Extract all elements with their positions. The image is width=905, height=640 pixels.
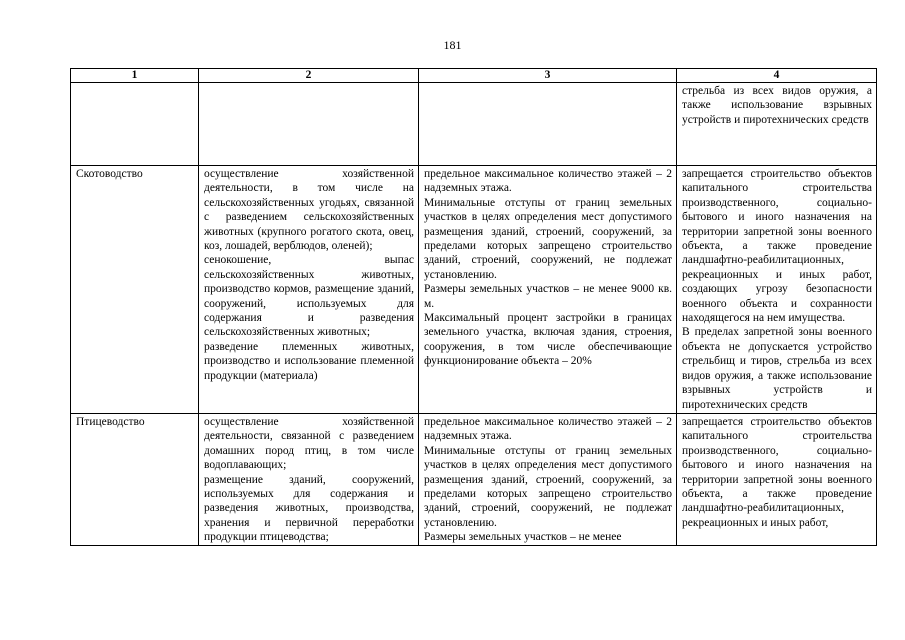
column-header-4: 4 (677, 69, 877, 83)
table-row-continuation (71, 83, 877, 166)
row1-description-para-2: сенокошение, выпас сельскохозяйственных животных, производство кормов, размещение зданий, сооружений, используемых для содержания и разведения сельскохозяйственных животных; (204, 254, 414, 339)
column-header-1: 1 (71, 69, 199, 83)
row1-description (199, 166, 419, 414)
page-number: 181 (443, 38, 462, 52)
row2-restrictions (677, 413, 877, 545)
row0-restrictions (677, 83, 877, 166)
column-header-3: 3 (419, 69, 677, 83)
row2-use-type: Птицеводство (71, 413, 199, 545)
row1-restrictions-para-2: В пределах запретной зоны военного объекта не допускается устройство стрельбищ и тиров, стрельба из всех видов оружия, а также использование взрывных устройств и пиротехнических средств (682, 326, 872, 411)
row0-parameters (419, 83, 677, 166)
row2-restrictions-para-1: запрещается строительство объектов капитального строительства производственного, социально-бытового и иного назначения на территории запретной зоны военного объекта, а также проведение ландшафтно-реабилитационных, рекреационных и иных работ, (682, 415, 872, 529)
land-use-table (70, 68, 877, 546)
table-row-poultry (71, 413, 877, 545)
row2-parameters-para-2: Минимальные отступы от границ земельных участков в целях определения мест допустимого размещения зданий, строений, сооружений, за пределами которых запрещено строительство зданий, строений, сооружений, не подлежат установлению. (424, 444, 672, 529)
row0-restrictions-para-1: стрельба из всех видов оружия, а также использование взрывных устройств и пиротехнических средств (682, 85, 872, 126)
row1-parameters-para-1: предельное максимальное количество этажей – 2 надземных этажа. (424, 168, 672, 195)
row1-parameters-para-4: Максимальный процент застройки в границах земельного участка, включая здания, строения, сооружения, в том числе обеспечивающие функционирование объекта – 20% (424, 312, 672, 368)
row2-description-para-1: осуществление хозяйственной деятельности, связанной с разведением домашних пород птиц, в том числе водоплавающих; (204, 415, 414, 472)
header-row (71, 69, 877, 83)
row1-use-type: Скотоводство (71, 166, 199, 414)
row2-parameters (419, 413, 677, 545)
row1-restrictions (677, 166, 877, 414)
table-row-livestock (71, 166, 877, 414)
row1-description-para-3: разведение племенных животных, производство и использование племенной продукции (материала) (204, 340, 414, 382)
row0-description (199, 83, 419, 166)
row2-description (199, 413, 419, 545)
row2-description-para-2: размещение зданий, сооружений, используемых для содержания и разведения животных, производства, хранения и первичной переработки продукции птицеводства; (204, 473, 414, 544)
row1-parameters-para-2: Минимальные отступы от границ земельных участков в целях определения мест допустимого размещения зданий, строений, сооружений, за пределами которых запрещено строительство зданий, строений, сооружений, не подлежат установлению. (424, 196, 672, 281)
row1-parameters (419, 166, 677, 414)
row1-restrictions-para-1: запрещается строительство объектов капитального строительства производственного, социально-бытового и иного назначения на территории запретной зоны военного объекта, а также проведение ландшафтно-реабилитационных, рекреационных и иных работ, создающих угрозу безопасности военного объекта и сохранности находящегося на нем имущества. (682, 168, 872, 325)
row1-parameters-para-3: Размеры земельных участков – не менее 9000 кв. м. (424, 283, 672, 310)
column-header-2: 2 (199, 69, 419, 83)
row2-parameters-para-1: предельное максимальное количество этажей – 2 надземных этажа. (424, 415, 672, 443)
row2-parameters-para-3: Размеры земельных участков – не менее (424, 531, 622, 544)
row1-description-para-1: осуществление хозяйственной деятельности, в том числе на сельскохозяйственных угодьях, связанной с разведением сельскохозяйственных животных (крупного рогатого скота, овец, коз, лошадей, верблюдов, оленей); (204, 168, 414, 253)
row0-use-type (71, 83, 199, 166)
